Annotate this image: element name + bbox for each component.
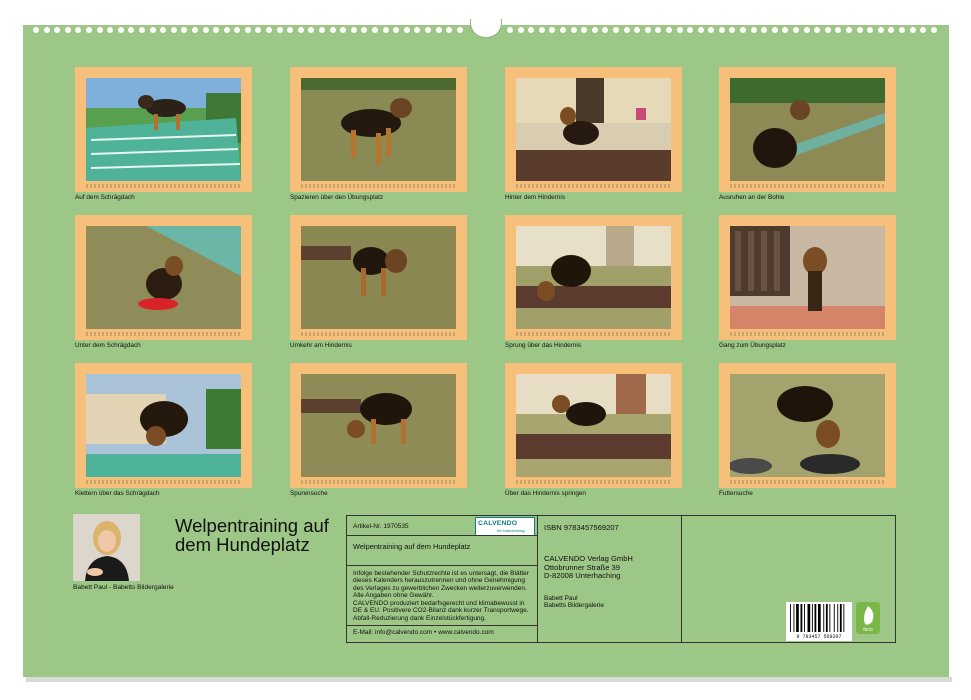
binding-ring	[624, 27, 630, 33]
info-author-gallery: Babetts Bildergalerie	[544, 602, 604, 610]
publisher-street: Ottobrunner Straße 39	[544, 562, 620, 572]
binding-ring	[729, 27, 735, 33]
barcode-bar	[834, 604, 835, 632]
binding-ring	[213, 27, 219, 33]
binding-ring	[234, 27, 240, 33]
binding-ring	[602, 27, 608, 33]
binding-ring	[761, 27, 767, 33]
binding-ring	[150, 27, 156, 33]
barcode-bar	[818, 604, 821, 632]
photo-tile-2	[290, 67, 467, 201]
legal-notice: Infolge bestehender Schutzrechte ist es untersagt, die Blätter dieses Kalenders herauszutrennen und ohne Genehmigung des Verlages zu gewerblichen Zwecken weiterzuverwenden. Alle Angaben ohne Gewähr.	[353, 570, 529, 599]
photo-caption: Hinter dem Hindernis	[505, 194, 566, 201]
binding-ring	[245, 27, 251, 33]
photo-caption: Spurensuche	[290, 490, 328, 497]
binding-ring	[160, 27, 166, 33]
info-author-name: Babett Paul	[544, 595, 578, 602]
barcode-bar	[829, 604, 830, 632]
binding-ring	[581, 27, 587, 33]
binding-ring	[708, 27, 714, 33]
binding-ring	[404, 27, 410, 33]
binding-ring	[446, 27, 452, 33]
binding-ring	[560, 27, 566, 33]
binding-ring	[539, 27, 545, 33]
publisher-city: D-82008 Unterhaching	[544, 571, 621, 581]
barcode-bar	[840, 604, 842, 632]
photo-caption: Gang zum Übungsplatz	[719, 342, 786, 349]
photo-tile-7	[505, 215, 682, 349]
contact-line: E-Mail: info@calvendo.com • www.calvendo.com	[353, 629, 494, 636]
binding-ring	[44, 27, 50, 33]
barcode-bar	[790, 604, 791, 632]
binding-ring	[255, 27, 261, 33]
info-author	[544, 595, 604, 610]
publisher-address	[544, 555, 633, 581]
photo-tile-11	[505, 363, 682, 497]
binding-ring	[835, 27, 841, 33]
photo-dog-turning	[301, 226, 456, 329]
feco-label: feco	[863, 627, 873, 633]
photo-tile-8	[719, 215, 896, 349]
calvendo-logo-subtitle: Der Kalenderverlag	[497, 529, 525, 533]
product-title: Welpentraining auf dem Hundeplatz	[353, 542, 471, 551]
photo-tile-4	[719, 67, 896, 201]
photo-dog-jumping	[516, 226, 671, 329]
binding-ring	[203, 27, 209, 33]
binding-ring	[645, 27, 651, 33]
binding-ring	[793, 27, 799, 33]
binding-ring	[899, 27, 905, 33]
binding-ring	[308, 27, 314, 33]
binding-ring	[910, 27, 916, 33]
binding-ring	[655, 27, 661, 33]
binding-ring	[97, 27, 103, 33]
binding-ring	[592, 27, 598, 33]
binding-ring	[888, 27, 894, 33]
eco-notice: CALVENDO produziert bedarfsgerecht und klimabewusst in DE & EU. Positivere CO2-Bilanz dank kurzer Transportwege. Abfall-Reduzierung dank Einzelstückfertigung.	[353, 600, 529, 622]
photo-dog-walking-to-field	[730, 226, 885, 329]
photo-caption: Ausruhen an der Bohle	[719, 194, 785, 201]
barcode-bar	[808, 604, 811, 632]
spiral-binding-left	[33, 27, 463, 33]
barcode-digits: 9 783457 569207	[796, 634, 842, 640]
barcode-bar	[801, 604, 803, 632]
binding-ring	[393, 27, 399, 33]
binding-ring	[319, 27, 325, 33]
photo-tile-6	[290, 215, 467, 349]
binding-ring	[224, 27, 230, 33]
binding-ring	[330, 27, 336, 33]
binding-ring	[814, 27, 820, 33]
binding-ring	[772, 27, 778, 33]
photo-caption: Futtersuche	[719, 490, 753, 497]
binding-ring	[351, 27, 357, 33]
binding-ring	[878, 27, 884, 33]
binding-ring	[666, 27, 672, 33]
calendar-title: Welpentraining auf dem Hundeplatz	[175, 515, 329, 555]
spiral-binding-right	[507, 27, 937, 33]
info-column-publisher	[538, 516, 682, 642]
binding-ring	[266, 27, 272, 33]
binding-ring	[425, 27, 431, 33]
binding-ring	[457, 27, 463, 33]
info-column-article	[347, 516, 538, 642]
barcode-bar	[843, 604, 844, 632]
binding-ring	[75, 27, 81, 33]
photo-caption: Auf dem Schrägdach	[75, 194, 135, 201]
photo-caption: Unter dem Schrägdach	[75, 342, 141, 349]
binding-ring	[687, 27, 693, 33]
photo-tile-1	[75, 67, 252, 201]
binding-ring	[298, 27, 304, 33]
binding-ring	[436, 27, 442, 33]
photo-caption: Über das Hindernis springen	[505, 490, 586, 497]
binding-ring	[719, 27, 725, 33]
photo-tile-12	[719, 363, 896, 497]
binding-ring	[383, 27, 389, 33]
photo-dog-behind-obstacle	[516, 78, 671, 181]
photo-caption: Spazieren über den Übungsplatz	[290, 194, 384, 201]
photo-dog-tracking	[301, 374, 456, 477]
binding-ring	[740, 27, 746, 33]
barcode-bar	[804, 604, 805, 632]
photo-dog-climbing-ramp	[86, 374, 241, 477]
photo-dog-resting-at-plank	[730, 78, 885, 181]
binding-ring	[128, 27, 134, 33]
publisher-info-box	[346, 515, 896, 643]
photo-tile-5	[75, 215, 252, 349]
binding-ring	[277, 27, 283, 33]
binding-ring	[340, 27, 346, 33]
binding-ring	[361, 27, 367, 33]
binding-ring	[372, 27, 378, 33]
author-portrait	[73, 514, 140, 581]
binding-ring	[107, 27, 113, 33]
photo-caption: Klettern über das Schrägdach	[75, 490, 160, 497]
calvendo-logo-text: CALVENDO	[478, 520, 518, 527]
binding-ring	[518, 27, 524, 33]
binding-ring	[54, 27, 60, 33]
photo-caption: Umkehr am Hindernis	[290, 342, 352, 349]
barcode-bar	[823, 604, 824, 632]
sheet-shadow	[26, 677, 952, 682]
barcode-bar	[796, 604, 799, 632]
barcode-bar	[837, 604, 838, 632]
binding-ring	[857, 27, 863, 33]
binding-ring	[528, 27, 534, 33]
binding-ring	[825, 27, 831, 33]
isbn-barcode	[786, 602, 852, 641]
binding-ring	[698, 27, 704, 33]
binding-ring	[751, 27, 757, 33]
photo-dog-jumping-obstacle	[516, 374, 671, 477]
binding-ring	[549, 27, 555, 33]
binding-ring	[804, 27, 810, 33]
feco-eco-badge	[856, 602, 880, 634]
author-name: Babett Paul - Babetts Bildergalerie	[73, 584, 174, 591]
binding-ring	[867, 27, 873, 33]
photo-tile-10	[290, 363, 467, 497]
binding-ring	[507, 27, 513, 33]
barcode-bar	[826, 604, 828, 632]
binding-ring	[139, 27, 145, 33]
publisher-name: CALVENDO Verlag GmbH	[544, 554, 633, 563]
binding-ring	[931, 27, 937, 33]
photo-dog-walking	[301, 78, 456, 181]
barcode-bar	[812, 604, 813, 632]
binding-ring	[192, 27, 198, 33]
article-number: Artikel-Nr. 1970535	[353, 523, 409, 530]
binding-ring	[634, 27, 640, 33]
binding-ring	[613, 27, 619, 33]
photo-dog-on-ramp	[86, 78, 241, 181]
binding-ring	[171, 27, 177, 33]
binding-ring	[181, 27, 187, 33]
binding-ring	[414, 27, 420, 33]
photo-caption: Sprung über das Hindernis	[505, 342, 582, 349]
binding-ring	[846, 27, 852, 33]
binding-ring	[782, 27, 788, 33]
binding-ring	[571, 27, 577, 33]
binding-ring	[118, 27, 124, 33]
binding-ring	[33, 27, 39, 33]
isbn: ISBN 9783457569207	[544, 523, 619, 532]
photo-dog-under-ramp	[86, 226, 241, 329]
binding-ring	[287, 27, 293, 33]
barcode-bar	[815, 604, 817, 632]
binding-ring	[920, 27, 926, 33]
binding-ring	[86, 27, 92, 33]
photo-tile-9	[75, 363, 252, 497]
binding-ring	[677, 27, 683, 33]
photo-tile-3	[505, 67, 682, 201]
calvendo-logo	[475, 517, 535, 536]
photo-dog-food-search	[730, 374, 885, 477]
barcode-bar	[794, 604, 795, 632]
binding-ring	[65, 27, 71, 33]
